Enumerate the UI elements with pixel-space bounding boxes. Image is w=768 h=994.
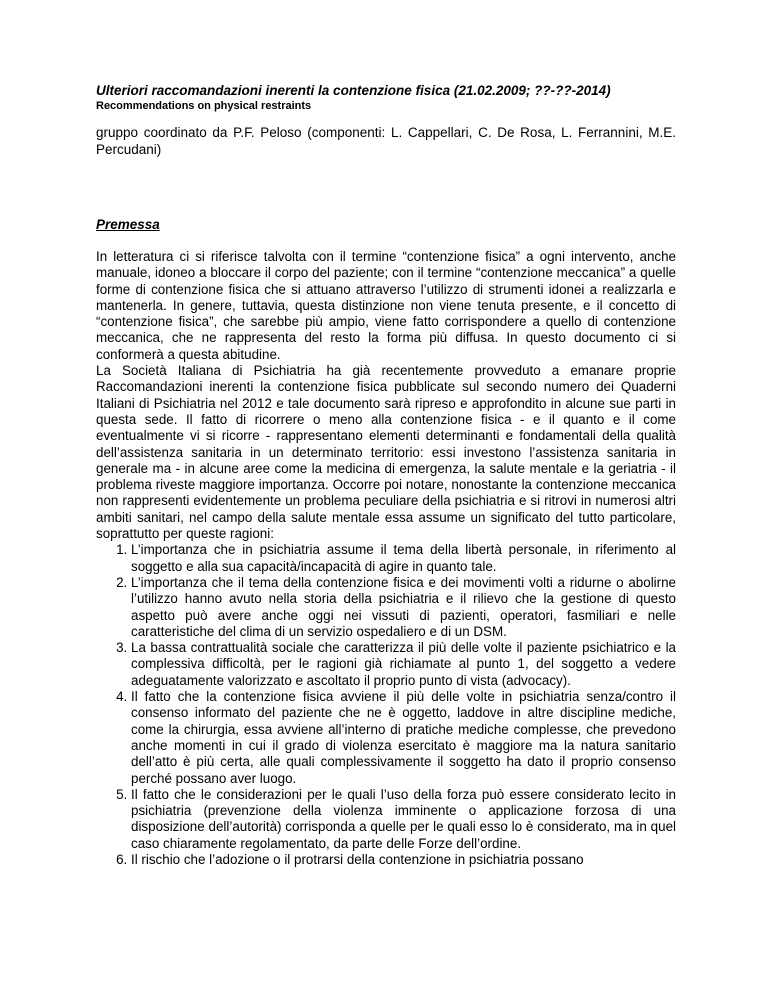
list-item: 3. La bassa contrattualità sociale che caratterizza il più delle volte il paziente psichiatrico e la complessiva difficoltà, per le ragioni già richiamate al punto 1, del soggetto a vedere adeguatamente valorizzato e ascoltato il proprio punto di vista (advocacy). xyxy=(131,640,676,689)
document-title: Ulteriori raccomandazioni inerenti la contenzione fisica (21.02.2009; ??-??-2014) xyxy=(96,83,611,98)
paragraph: La Società Italiana di Psichiatria ha già recentemente provveduto a emanare proprie Raccomandazioni inerenti la contenzione fisica pubblicate sul secondo numero dei Quaderni Italiani di Psichiatria nel 2012 e tale documento sarà ripreso e approfondito in alcune sue parti in questa sede. Il fatto di ricorrere o meno alla contenzione fisica - e il quanto e il come eventualmente vi si ricorre - rappresentano elementi determinanti e fondamentali della qualità dell’assistenza sanitaria in un determinato territorio: essi investono l’assistenza sanitaria in generale ma - in alcune aree come la medicina di emergenza, la salute mentale e la geriatria - il problema riveste maggiore importanza. Occorre poi notare, nonostante la contenzione meccanica non rappresenti evidentemente un problema peculiare della psichiatria e si ritrovi in numerosi altri ambiti sanitari, nel campo della salute mentale essa assume un significato del tutto particolare, soprattutto per queste ragioni: xyxy=(96,363,676,542)
body-text xyxy=(96,249,676,868)
authors-line: gruppo coordinato da P.F. Peloso (componenti: L. Cappellari, C. De Rosa, L. Ferrannini, M.E. Percudani) xyxy=(96,125,676,157)
numbered-list xyxy=(96,542,676,868)
list-item: 6. Il rischio che l’adozione o il protrarsi della contenzione in psichiatria possano xyxy=(131,852,676,868)
list-item: 1. L’importanza che in psichiatria assume il tema della libertà personale, in riferimento al soggetto e alla sua capacità/incapacità di agire in quanto tale. xyxy=(131,542,676,575)
list-item: 2. L’importanza che il tema della contenzione fisica e dei movimenti volti a ridurne o abolirne l’utilizzo hanno avuto nella storia della psichiatria e il rilievo che la gestione di questo aspetto può avere anche oggi nei vissuti di pazienti, operatori, fasmiliari e nelle caratteristiche del clima di un servizio ospedaliero e di un DSM. xyxy=(131,575,676,640)
list-item: 4. Il fatto che la contenzione fisica avviene il più delle volte in psichiatria senza/contro il consenso informato del paziente che ne è oggetto, laddove in altre discipline mediche, come la chirurgia, essa avviene all’interno di pratiche mediche complesse, che prevedono anche momenti in cui il grado di violenza esercitato è maggiore ma la natura sanitario dell’atto è più certa, alle quali complessivamente il soggetto ha dato il proprio consenso perché possano aver luogo. xyxy=(131,689,676,787)
document-subtitle: Recommendations on physical restraints xyxy=(96,100,312,112)
list-item: 5. Il fatto che le considerazioni per le quali l’uso della forza può essere considerato lecito in psichiatria (prevenzione della violenza imminente o applicazione forzosa di una disposizione dell’autorità) corrisponda a quelle per le quali esso lo è considerato, ma in quel caso chiaramente regolamentato, da parte delle Forze dell’ordine. xyxy=(131,787,676,852)
section-heading: Premessa xyxy=(96,217,160,232)
paragraph: In letteratura ci si riferisce talvolta con il termine “contenzione fisica” a ogni intervento, anche manuale, idoneo a bloccare il corpo del paziente; con il termine “contenzione meccanica” a quelle forme di contenzione fisica che si attuano attraverso l’utilizzo di strumenti idonei a realizzarla e mantenerla. In genere, tuttavia, questa distinzione non viene tenuta presente, e il concetto di “contenzione fisica”, che sarebbe più ampio, viene fatto corrispondere a quello di contenzione meccanica, che ne rappresenta del resto la forma più diffusa. In questo documento ci si conformerà a questa abitudine. xyxy=(96,249,676,362)
